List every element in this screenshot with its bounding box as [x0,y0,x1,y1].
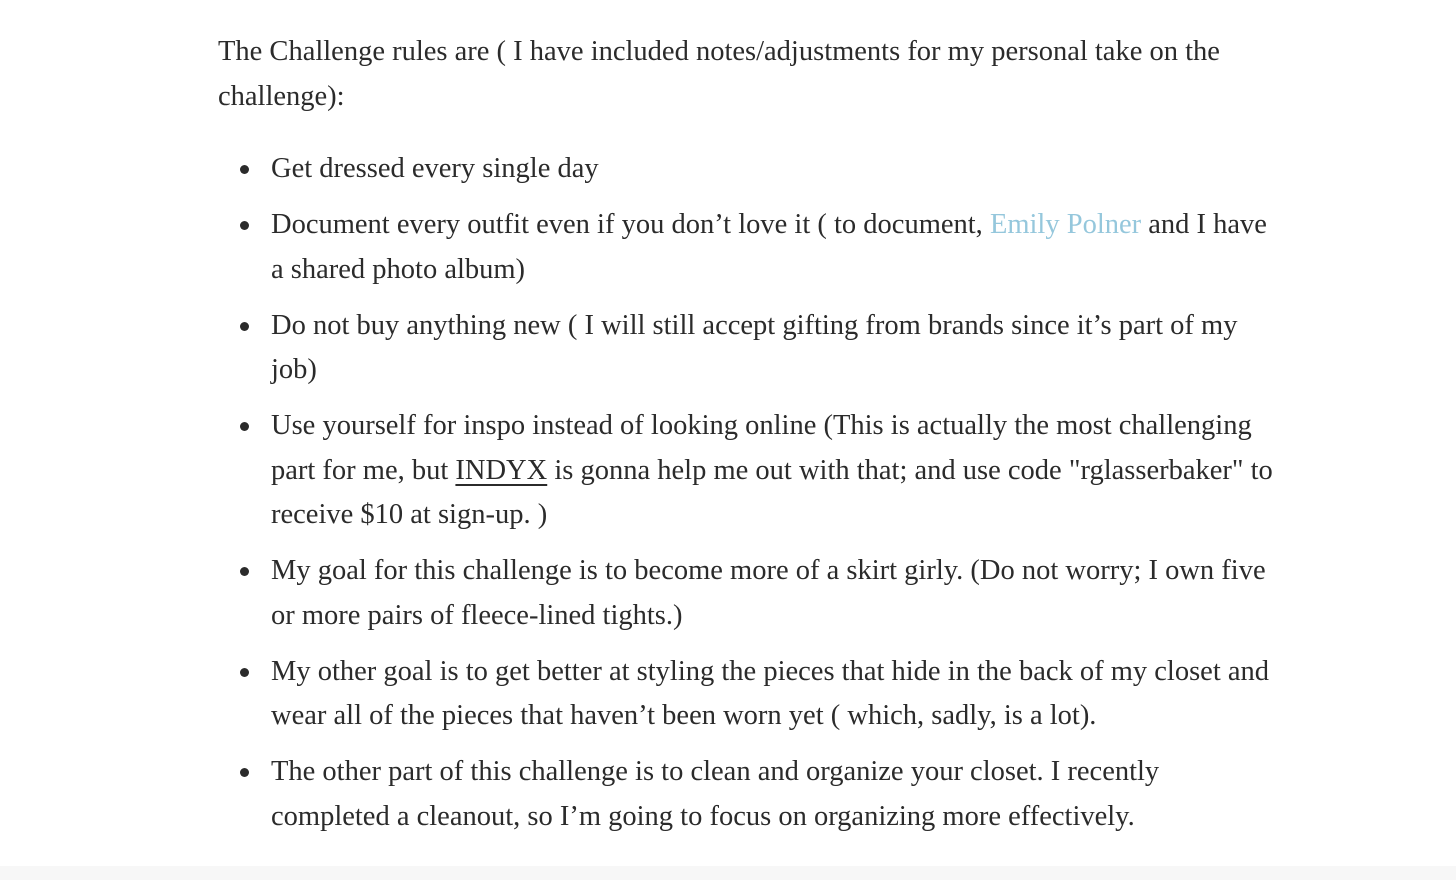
page-footer-band [0,866,1456,880]
list-item [271,549,1278,638]
rule-text: Get dressed every single day [271,153,599,184]
bullet-icon [240,768,249,777]
rules-list [218,147,1278,839]
bullet-icon [240,422,249,431]
list-item [271,404,1278,538]
list-item [271,650,1278,739]
bullet-icon [240,668,249,677]
rule-text: Use yourself for inspo instead of looking online (This is actually the most challenging part for me, but [271,410,1252,486]
rule-text: The other part of this challenge is to clean and organize your closet. I recently completed a cleanout, so I’m going to focus on organizing more effectively. [271,756,1160,832]
article-body [218,30,1278,851]
rule-text: and I have a shared photo album) [271,209,1267,285]
intro-paragraph: The Challenge rules are ( I have included notes/adjustments for my personal take on the challenge): [218,36,1220,112]
rule-text: Document every outfit even if you don’t love it ( to document, [271,209,990,240]
rule-text: My goal for this challenge is to become more of a skirt girly. (Do not worry; I own five or more pairs of fleece-lined tights.) [271,555,1266,631]
list-item [271,750,1278,839]
list-item [271,304,1278,393]
indyx-link[interactable]: INDYX [455,454,548,486]
bullet-icon [240,165,249,174]
rule-text: Do not buy anything new ( I will still accept gifting from brands since it’s part of my job) [271,309,1238,385]
list-item [271,147,1278,192]
emily-polner-link[interactable]: Emily Polner [989,209,1142,240]
rule-text: is gonna help me out with that; and use code "rglasserbaker" to receive $10 at sign-up. ) [271,454,1273,530]
list-item [271,203,1278,292]
bullet-icon [240,221,249,230]
bullet-icon [240,322,249,331]
bullet-icon [240,567,249,576]
rule-text: My other goal is to get better at styling the pieces that hide in the back of my closet and wear all of the pieces that haven’t been worn yet ( which, sadly, is a lot). [271,655,1270,731]
